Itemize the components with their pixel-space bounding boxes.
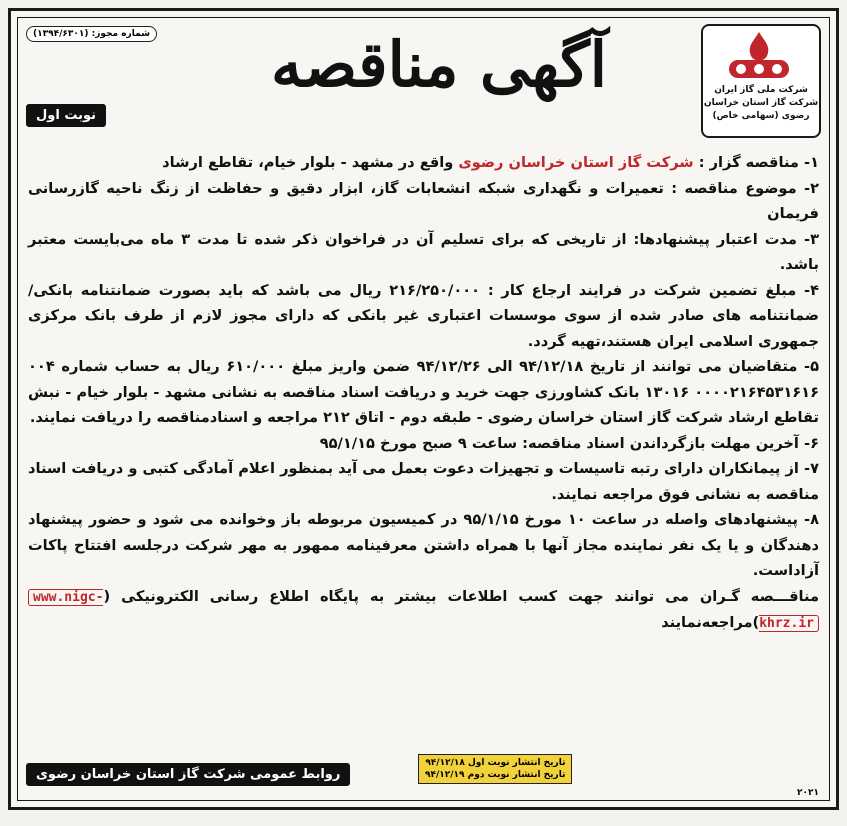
- item-7: ۷- از پیمانکاران دارای رتبه تاسیسات و تجهیزات دعوت بعمل می آید بمنظور اعلام آمادگی کتبی و دریافت اسناد مناقصه به نشانی فوق مراجعه نمایند.: [28, 460, 819, 503]
- header: [18, 18, 829, 138]
- tender-company: شرکت گاز استان خراسان رضوی: [458, 154, 694, 171]
- ad-frame: [17, 17, 830, 801]
- item-9-prefix: مناقـــصه گـران می توانند جهت کسب اطلاعات بیشتر به پایگاه اطلاع رسانی الکترونیکی (: [103, 587, 819, 605]
- publish-date-2: تاریخ انتشار نوبت دوم ۹۴/۱۲/۱۹: [425, 770, 566, 780]
- item-5: ۵- متقاضیان می توانند از تاریخ ۹۴/۱۲/۱۸ الی ۹۴/۱۲/۲۶ ضمن واریز مبلغ ۶۱۰/۰۰۰ ریال به حساب شماره ۰۰۴ ۰۰۰۰۲۱۶۴۵۳۱۶۱۶ ۱۳۰۱۶ بانک کشاورزی جهت خرید و دریافت اسناد مناقصه به نشانی مشهد - بلوار خیام - نبش تقاطع ارشاد شرکت گاز استان خراسان رضوی - طبقه دوم - اتاق ۲۱۲ مراجعه و اسنادمناقصه را دریافت نمایند.: [28, 358, 819, 426]
- page-title: آگهی مناقصه: [270, 28, 608, 101]
- logo-line-3: رضوی (سهامی خاص): [712, 111, 810, 121]
- publish-dates: [418, 754, 572, 784]
- logo-text: [703, 84, 819, 123]
- flame-logo-icon: [723, 30, 795, 84]
- logo-line-1: شرکت ملی گاز ایران: [714, 85, 808, 95]
- public-relations-badge: روابط عمومی شرکت گاز استان خراسان رضوی: [26, 763, 350, 786]
- item-9-suffix: )مراجعه‌نمایند: [661, 614, 760, 631]
- item-9: [28, 584, 819, 637]
- publish-date-1: تاریخ انتشار نوبت اول ۹۴/۱۲/۱۸: [425, 758, 566, 768]
- ad-page: [8, 8, 839, 810]
- item-6: ۶- آخرین مهلت بازگرداندن اسناد مناقصه: ساعت ۹ صبح مورخ ۹۵/۱/۱۵: [319, 434, 819, 452]
- item-2: ۲- موضوع مناقصه : تعمیرات و نگهداری شبکه انشعابات گاز، ابزار دقیق و حفاظت از زنگ ناحیه گازرسانی فریمان: [28, 179, 819, 222]
- item-1: [28, 150, 819, 176]
- website-link[interactable]: www.nigc-khrz.ir: [28, 589, 819, 633]
- item-1-prefix: ۱- مناقصه گزار :: [693, 154, 819, 171]
- company-logo: [701, 24, 821, 138]
- logo-line-2: شرکت گاز استان خراسان: [703, 98, 819, 108]
- round-badge: نوبت اول: [26, 104, 106, 127]
- item-3: ۳- مدت اعتبار پیشنهادها: از تاریخی که برای تسلیم آن در فراخوان ذکر شده تا مدت ۳ ماه می‌بایست معتبر باشد.: [28, 230, 819, 273]
- ad-code: ۲۰۲۱: [797, 788, 819, 798]
- permit-number: شماره مجوز: (۱۳۹۴/۶۳۰۱): [26, 26, 157, 42]
- item-4: ۴- مبلغ تضمین شرکت در فرایند ارجاع کار : ۲۱۶/۲۵۰/۰۰۰ ریال می باشد که باید بصورت ضمانتنامه بانکی/ضمانتنامه های صادر شده از سوی موسسات اعتباری غیر بانکی که دارای مجوز لازم از طرف بانک مرکزی جمهوری اسلامی ایران هستند،تهیه گردد.: [28, 281, 820, 350]
- ad-body: [28, 150, 819, 637]
- item-8: ۸- پیشنهادهای واصله در ساعت ۱۰ مورخ ۹۵/۱/۱۵ در کمیسیون مربوطه باز وخوانده می شود و حضور پیشنهاد دهندگان و یا یک نفر نماینده مجاز آنها با همراه داشتن معرفینامه ممهور به مهر شرکت درجلسه افتتاح پاکات آزاداست.: [28, 511, 819, 579]
- item-1-suffix: واقع در مشهد - بلوار خیام، تقاطع ارشاد: [162, 154, 459, 171]
